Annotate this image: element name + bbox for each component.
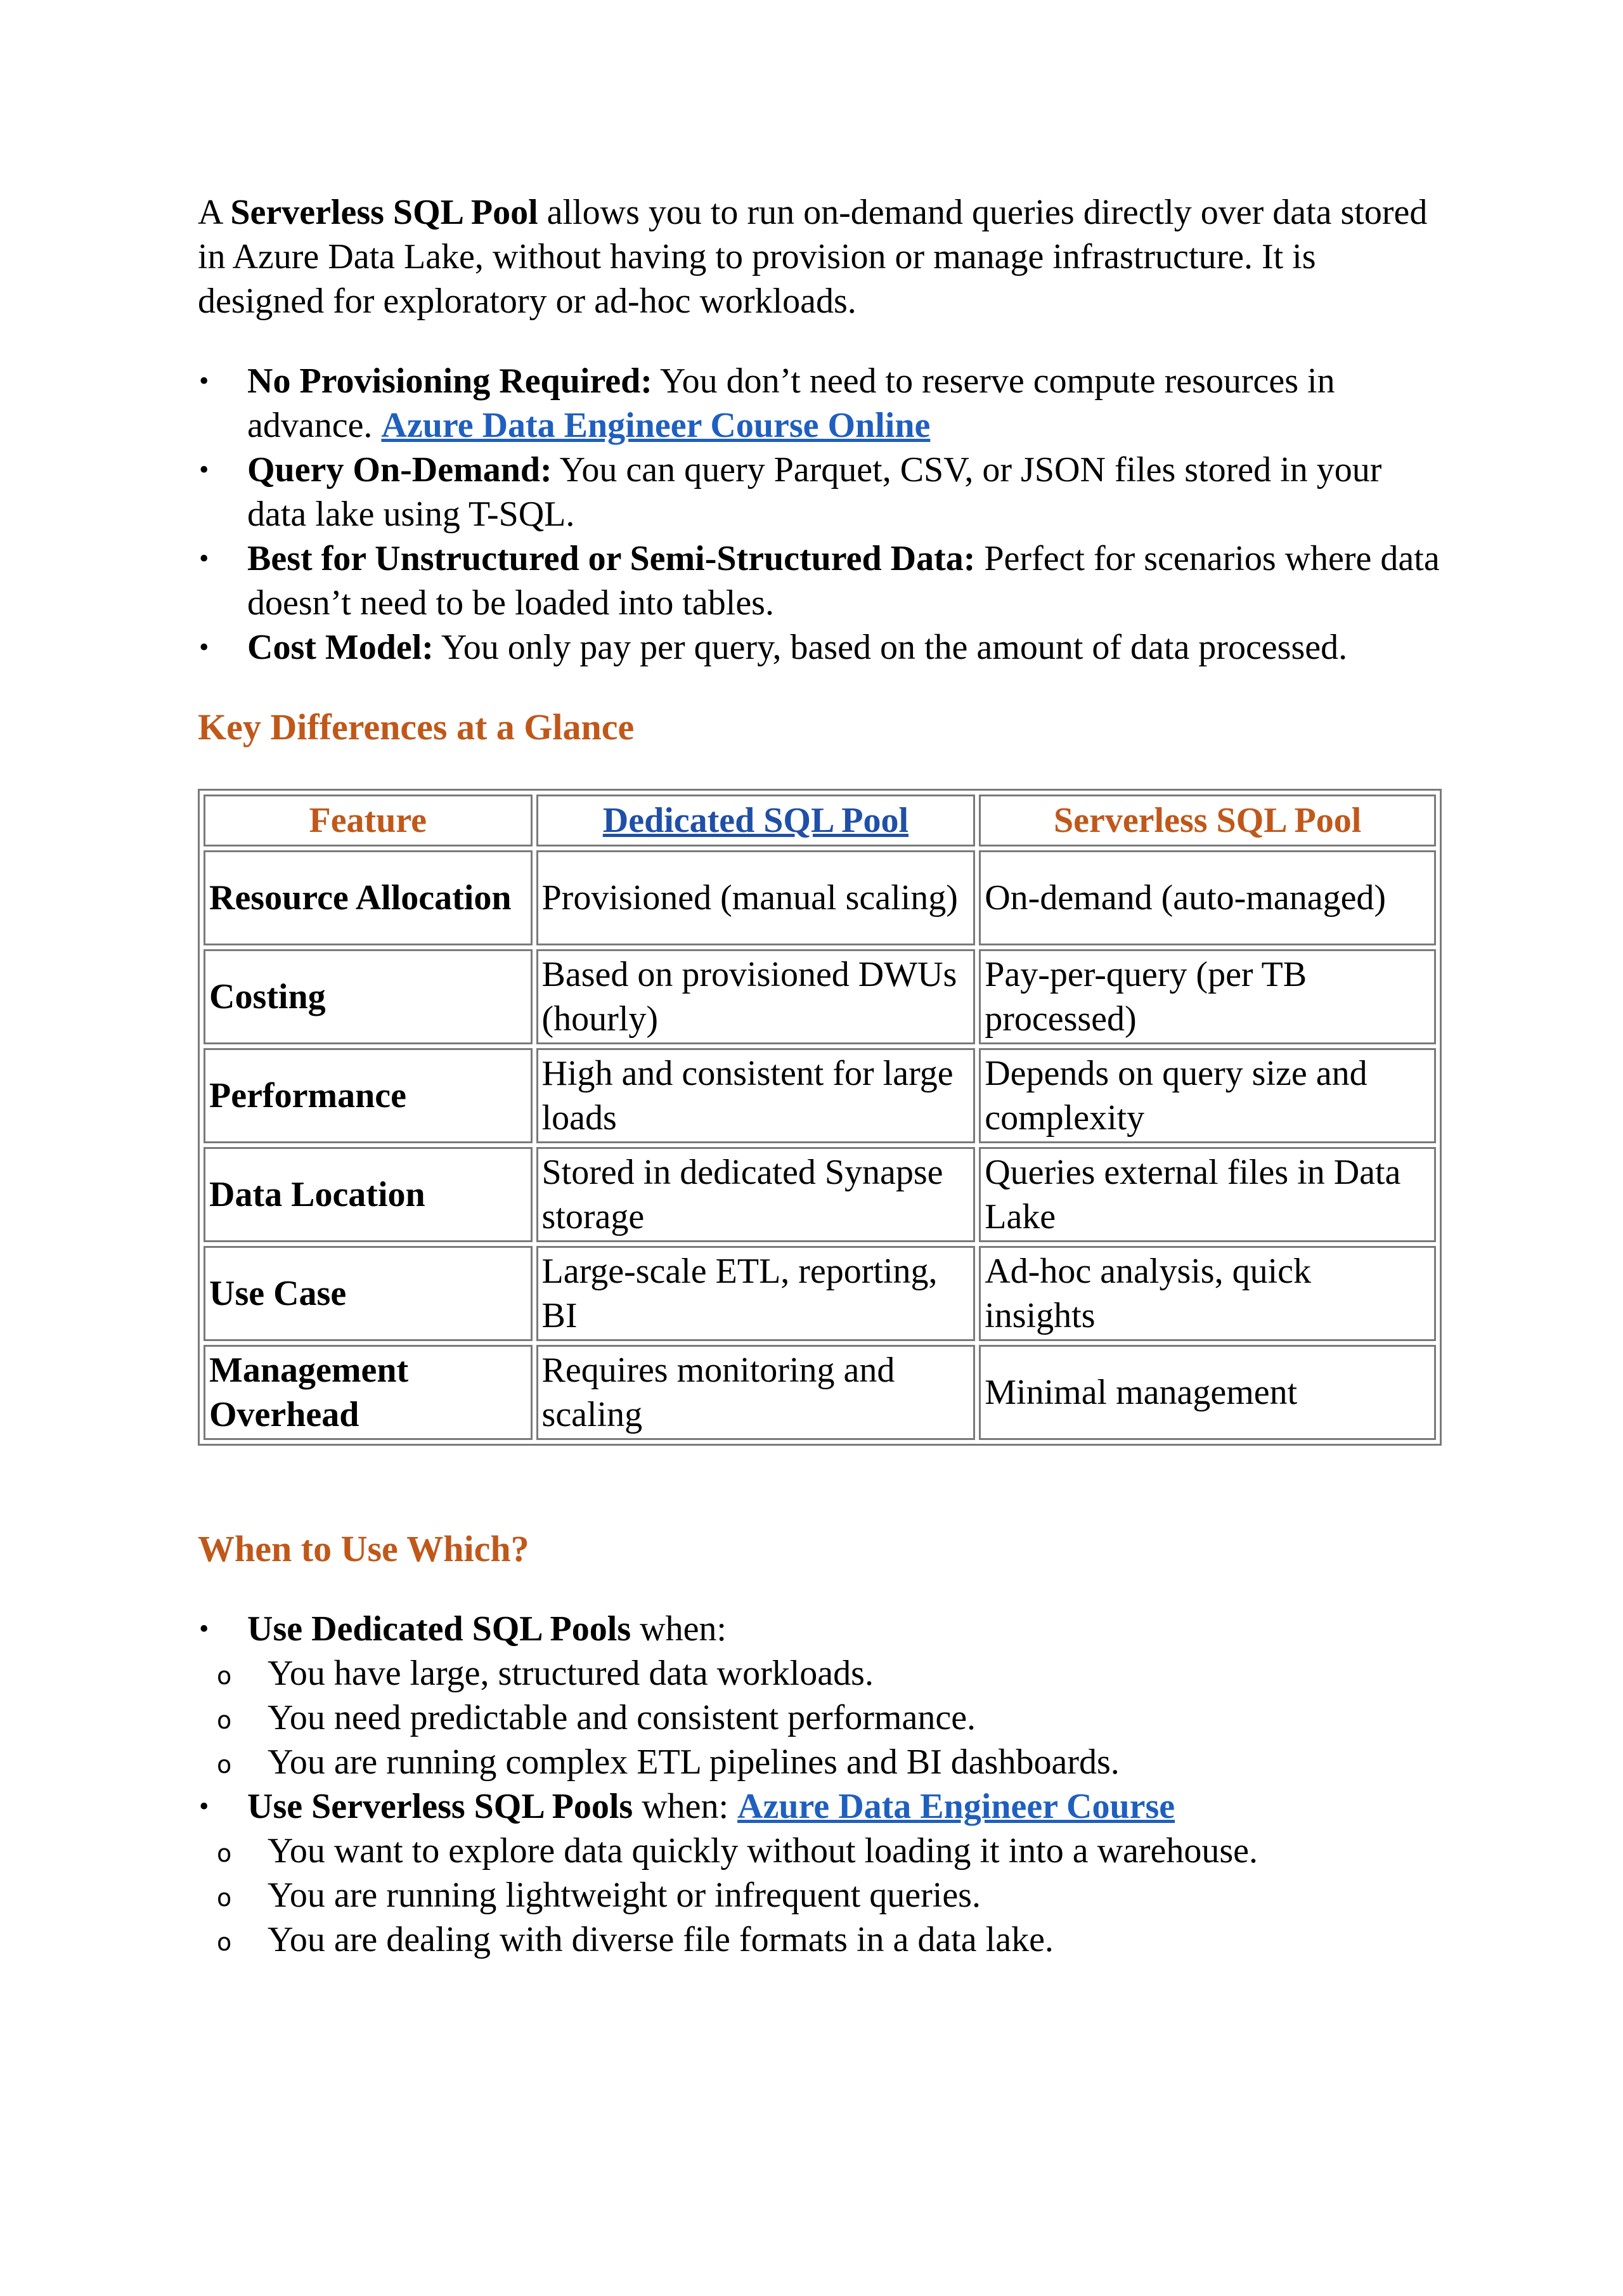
serverless-cell: Pay-per-query (per TB processed) — [979, 949, 1436, 1044]
dedicated-cell: Stored in dedicated Synapse storage — [536, 1147, 976, 1242]
table-row — [204, 1147, 1436, 1242]
bullet-marker: • — [199, 1791, 209, 1822]
sub-item-text: You have large, structured data workloads. — [268, 1654, 874, 1693]
serverless-sub-list — [217, 1829, 1440, 1962]
bullet-marker: • — [199, 1613, 209, 1644]
bullet-item — [198, 448, 1440, 536]
bullet-marker: • — [199, 632, 209, 663]
feature-cell: Management Overhead — [204, 1345, 533, 1440]
dedicated-cell: Requires monitoring and scaling — [536, 1345, 976, 1440]
column-header-feature: Feature — [204, 795, 533, 846]
sub-item-text: You are running lightweight or infrequent queries. — [268, 1876, 981, 1915]
sub-bullet-marker: o — [217, 1839, 232, 1867]
bullet-item — [198, 359, 1440, 448]
bullet-text: Perfect for scenarios where data doesn’t need to be loaded into tables. — [247, 539, 1440, 623]
course-link[interactable]: Azure Data Engineer Course — [737, 1787, 1175, 1826]
bullet-item — [198, 1607, 1440, 1784]
sub-item-text: You are running complex ETL pipelines and BI dashboards. — [268, 1742, 1120, 1782]
intro-bold: Serverless SQL Pool — [230, 193, 538, 232]
bullet-item — [198, 1784, 1440, 1962]
document-page — [198, 190, 1440, 1962]
sub-item-text: You are dealing with diverse file formats in a data lake. — [268, 1920, 1054, 1959]
sub-item-text: You need predictable and consistent performance. — [268, 1698, 976, 1737]
table-row — [204, 1048, 1436, 1143]
bullet-bold: Cost Model: — [247, 628, 434, 667]
sub-list-item — [198, 1873, 1440, 1917]
serverless-cell: On-demand (auto-managed) — [979, 850, 1436, 945]
feature-cell: Resource Allocation — [204, 850, 533, 945]
course-online-link[interactable]: Azure Data Engineer Course Online — [381, 406, 931, 445]
dedicated-cell: Provisioned (manual scaling) — [536, 850, 976, 945]
feature-cell: Data Location — [204, 1147, 533, 1242]
dedicated-sub-list — [217, 1651, 1440, 1784]
feature-cell: Performance — [204, 1048, 533, 1143]
column-header-serverless: Serverless SQL Pool — [979, 795, 1436, 846]
bullet-marker: • — [199, 543, 209, 574]
dedicated-cell: High and consistent for large loads — [536, 1048, 976, 1143]
bullet-text: You don’t need to reserve compute resources in advance. — [247, 361, 1335, 445]
sub-bullet-marker: o — [217, 1662, 232, 1690]
bullet-bold: Best for Unstructured or Semi-Structured Data: — [247, 539, 976, 578]
intro-rest: allows you to run on-demand queries directly over data stored in Azure Data Lake, without having to provision or manage infrastructure. It is designed for exploratory or ad-hoc workloads. — [198, 193, 1428, 321]
table-row — [204, 850, 1436, 945]
bullet-item — [198, 625, 1440, 670]
table-row — [204, 1345, 1436, 1440]
sub-bullet-marker: o — [217, 1751, 232, 1779]
bullet-bold: No Provisioning Required: — [247, 361, 652, 401]
intro-prefix: A — [198, 193, 231, 232]
sub-bullet-marker: o — [217, 1884, 232, 1912]
sub-bullet-marker: o — [217, 1928, 232, 1956]
comparison-table — [198, 789, 1442, 1446]
column-header-dedicated: Dedicated SQL Pool — [536, 795, 976, 846]
sub-list-item — [198, 1696, 1440, 1740]
dedicated-bold: Use Dedicated SQL Pools — [247, 1609, 631, 1649]
serverless-cell: Queries external files in Data Lake — [979, 1147, 1436, 1242]
dedicated-suffix: when: — [631, 1609, 727, 1649]
feature-bullet-list — [198, 359, 1440, 670]
sub-bullet-marker: o — [217, 1706, 232, 1734]
when-to-use-heading: When to Use Which? — [198, 1528, 529, 1569]
feature-cell: Costing — [204, 949, 533, 1044]
when-bullet-list — [198, 1607, 1440, 1962]
intro-paragraph — [198, 190, 1440, 323]
sub-list-item — [198, 1829, 1440, 1873]
feature-cell: Use Case — [204, 1246, 533, 1341]
table-row — [204, 1246, 1436, 1341]
bullet-item — [198, 536, 1440, 625]
bullet-marker: • — [199, 365, 209, 396]
sub-list-item — [198, 1740, 1440, 1784]
dedicated-cell: Large-scale ETL, reporting, BI — [536, 1246, 976, 1341]
serverless-suffix: when: — [633, 1787, 738, 1826]
sub-list-item — [198, 1917, 1440, 1962]
bullet-marker: • — [199, 454, 209, 485]
serverless-cell: Depends on query size and complexity — [979, 1048, 1436, 1143]
serverless-bold: Use Serverless SQL Pools — [247, 1787, 633, 1826]
bullet-text: You can query Parquet, CSV, or JSON files stored in your data lake using T-SQL. — [247, 450, 1382, 534]
table-row — [204, 949, 1436, 1044]
key-differences-heading: Key Differences at a Glance — [198, 706, 635, 748]
dedicated-cell: Based on provisioned DWUs (hourly) — [536, 949, 976, 1044]
bullet-bold: Query On-Demand: — [247, 450, 552, 490]
serverless-cell: Minimal management — [979, 1345, 1436, 1440]
serverless-cell: Ad-hoc analysis, quick insights — [979, 1246, 1436, 1341]
bullet-text: You only pay per query, based on the amount of data processed. — [433, 628, 1348, 667]
table-header-row — [204, 795, 1436, 846]
sub-item-text: You want to explore data quickly without loading it into a warehouse. — [268, 1831, 1258, 1871]
sub-list-item — [198, 1651, 1440, 1696]
